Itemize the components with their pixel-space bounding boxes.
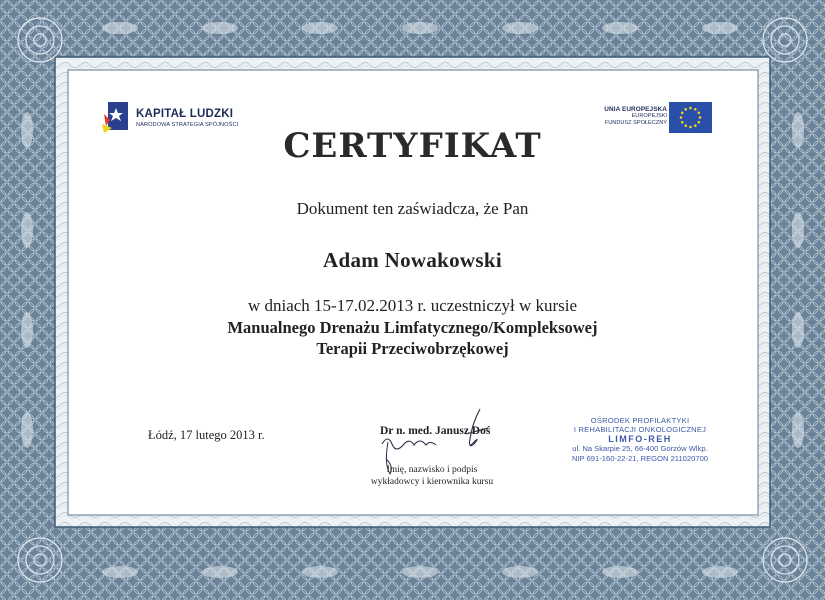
certificate-title: CERTYFIKAT bbox=[283, 126, 542, 166]
signature-caption-line-2: wykładowcy i kierownika kursu bbox=[370, 476, 494, 487]
course-name-line-2: Terapii Przeciwobrzękowej bbox=[316, 339, 509, 358]
eu-subtitle-2: FUNDUSZ SPOŁECZNY bbox=[604, 120, 667, 127]
stamp-line-3: LIMFO-REH bbox=[608, 433, 672, 444]
course-dates: w dniach 15-17.02.2013 r. uczestniczył w kursie bbox=[247, 296, 578, 315]
signature-caption-line-1: Imię, nazwisko i podpis bbox=[386, 465, 478, 475]
kapital-ludzki-title: KAPITAŁ LUDZKI bbox=[136, 108, 234, 120]
stamp-line-2: I REHABILITACJI ONKOLOGICZNEJ bbox=[573, 425, 707, 435]
lecturer-name: Dr n. med. Janusz Doś bbox=[380, 425, 491, 437]
recipient-name: Adam Nowakowski bbox=[323, 248, 502, 272]
course-name bbox=[0, 317, 825, 359]
eu-subtitle-1: EUROPEJSKI bbox=[631, 113, 667, 119]
eu-title: UNIA EUROPEJSKA bbox=[604, 106, 667, 113]
organization-stamp bbox=[560, 416, 720, 463]
stamp-line-4: ul. Na Skarpie 25, 66-400 Gorzów Wlkp. bbox=[572, 444, 708, 454]
certificate-intro: Dokument ten zaświadcza, że Pan bbox=[296, 199, 529, 218]
place-and-date: Łódź, 17 lutego 2013 r. bbox=[148, 428, 265, 442]
course-name-line-1: Manualnego Drenażu Limfatycznego/Kompleksowej bbox=[227, 318, 598, 337]
signature-caption bbox=[342, 465, 522, 488]
stamp-line-5: NIP 691-160-22-21, REGON 211020700 bbox=[571, 453, 709, 463]
stamp-line-1: OŚRODEK PROFILAKTYKI bbox=[590, 416, 690, 425]
kapital-ludzki-subtitle: NARODOWA STRATEGIA SPÓJNOŚCI bbox=[136, 122, 239, 128]
